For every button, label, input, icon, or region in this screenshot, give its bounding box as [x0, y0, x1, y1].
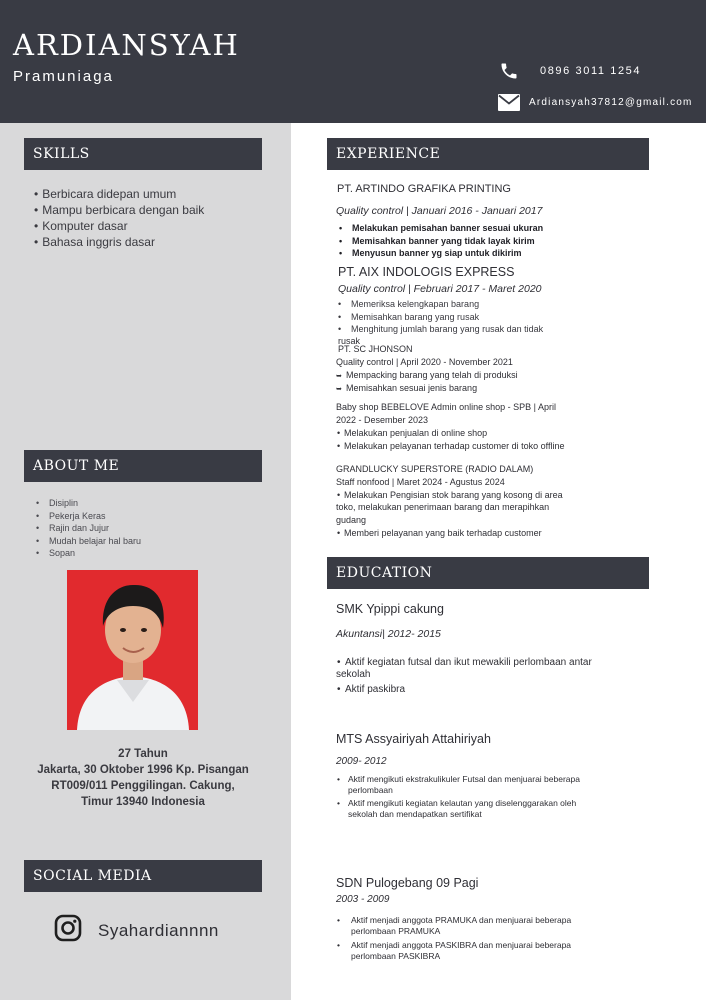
duty-continuation: toko, melakukan penerimaan barang dan merapihkan: [336, 502, 550, 512]
list-item: • Menyusun banner yg siap untuk dikirim: [338, 247, 543, 260]
list-item: • Aktif mengikuti ekstrakulikuler Futsal dan menjuarai beberapa: [336, 773, 580, 785]
list-item: • Bahasa inggris dasar: [34, 234, 204, 250]
list-item: • Memeriksa kelengkapan barang: [337, 298, 543, 311]
age: 27 Tahun: [118, 748, 168, 760]
company-name: PT. ARTINDO GRAFIKA PRINTING: [337, 183, 511, 195]
address-line: Timur 13940 Indonesia: [81, 796, 205, 808]
duty-list: [336, 489, 563, 502]
company-name-continued: 2022 - Desember 2023: [336, 415, 429, 425]
note-continuation: perlombaan PRAMUKA: [351, 926, 441, 936]
company-name: PT. AIX INDOLOGIS EXPRESS: [338, 265, 515, 279]
phone-number: 0896 3011 1254: [540, 65, 642, 77]
list-item: • Mampu berbicara dengan baik: [34, 202, 204, 218]
list-item: • Aktif paskibra: [336, 683, 405, 697]
phone-icon: [498, 61, 520, 81]
note-continuation: sekolah: [336, 669, 371, 680]
experience-heading: EXPERIENCE: [327, 138, 649, 170]
achievement-list: [336, 797, 576, 809]
list-item: • Komputer dasar: [34, 218, 204, 234]
school-name: SMK Ypippi cakung: [336, 602, 444, 616]
school-detail: Akuntansi| 2012- 2015: [336, 628, 441, 640]
achievement-list: [336, 914, 571, 926]
about-list: [36, 497, 141, 560]
job-role: Quality control | April 2020 - November 2021: [336, 357, 513, 367]
mail-icon: [498, 92, 520, 112]
note-continuation: perlombaan PASKIBRA: [351, 951, 441, 961]
school-detail: 2003 - 2009: [336, 894, 390, 905]
skills-heading: SKILLS: [24, 138, 262, 170]
list-item: • Menghitung jumlah barang yang rusak dan tidak: [337, 323, 543, 336]
list-item: • Melakukan pemisahan banner sesuai ukuran: [338, 222, 543, 235]
personal-info: [24, 746, 262, 810]
list-item: • Rajin dan Jujur: [36, 522, 141, 535]
company-name: GRANDLUCKY SUPERSTORE (RADIO DALAM): [336, 464, 534, 474]
list-item: • Sopan: [36, 547, 141, 560]
list-item: • Melakukan pelayanan terhadap customer di toko offline: [336, 440, 564, 453]
list-item: • Memisahkan banner yang tidak layak kirim: [338, 235, 543, 248]
company-name: Baby shop BEBELOVE Admin online shop - SPB | April: [336, 402, 556, 412]
note-continuation: sekolah dan mendapatkan sertifikat: [348, 809, 482, 819]
note-continuation: perlombaan: [348, 785, 393, 795]
list-item: ➥ Mempacking barang yang telah di produksi: [336, 369, 518, 382]
header-band: [0, 0, 706, 123]
skills-list: [34, 186, 204, 250]
list-item: • Memisahkan barang yang rusak: [337, 311, 543, 324]
list-item: • Mudah belajar hal baru: [36, 535, 141, 548]
duty-list: [337, 298, 543, 336]
school-name: MTS Assyairiyah Attahiriyah: [336, 732, 491, 746]
company-name: PT. SC JHONSON: [338, 344, 413, 354]
instagram-handle: Syahardiannnn: [98, 920, 219, 940]
duty-list: [336, 527, 542, 540]
duty-continuation: rusak: [338, 336, 361, 346]
school-detail: 2009- 2012: [336, 756, 387, 767]
job-title: Pramuniaga: [13, 68, 114, 85]
list-item: • Berbicara didepan umum: [34, 186, 204, 202]
duty-continuation: gudang: [336, 515, 367, 525]
phone-contact: [498, 61, 641, 81]
list-item: • Melakukan penjualan di online shop: [336, 427, 564, 440]
email-address: Ardiansyah37812@gmail.com: [529, 96, 693, 108]
duty-list: [338, 222, 543, 260]
achievement-list: [336, 683, 405, 697]
achievement-list: [336, 773, 580, 785]
address-line: RT009/011 Penggilingan. Cakung,: [51, 780, 235, 792]
candidate-name: ARDIANSYAH: [13, 28, 240, 62]
list-item: • Disiplin: [36, 497, 141, 510]
list-item: • Aktif menjadi anggota PRAMUKA dan menjuarai beberapa: [336, 914, 571, 926]
list-item: ➥ Memisahkan sesuai jenis barang: [336, 382, 518, 395]
list-item: • Pekerja Keras: [36, 510, 141, 523]
social-media-entry: [54, 914, 219, 947]
email-contact: [498, 92, 693, 112]
social-media-heading: SOCIAL MEDIA: [24, 860, 262, 892]
achievement-list: [336, 939, 571, 951]
profile-photo: [67, 570, 198, 730]
list-item: • Aktif menjadi anggota PASKIBRA dan menjuarai beberapa: [336, 939, 571, 951]
about-heading: ABOUT ME: [24, 450, 262, 482]
list-item: • Melakukan Pengisian stok barang yang kosong di area: [336, 489, 563, 502]
list-item: • Memberi pelayanan yang baik terhadap customer: [336, 527, 542, 540]
education-heading: EDUCATION: [327, 557, 649, 589]
duty-list: [336, 427, 564, 452]
job-role: Quality control | Februari 2017 - Maret 2020: [338, 283, 542, 295]
address-line: Jakarta, 30 Oktober 1996 Kp. Pisangan: [37, 764, 249, 776]
school-name: SDN Pulogebang 09 Pagi: [336, 876, 479, 890]
job-role: Quality control | Januari 2016 - Januari 2017: [336, 205, 543, 217]
job-role: Staff nonfood | Maret 2024 - Agustus 2024: [336, 477, 505, 487]
achievement-list: [336, 656, 592, 670]
instagram-icon: [54, 914, 82, 947]
duty-list: [336, 369, 518, 394]
list-item: • Aktif mengikuti kegiatan kelautan yang diselenggarakan oleh: [336, 797, 576, 809]
list-item: • Aktif kegiatan futsal dan ikut mewakili perlombaan antar: [336, 656, 592, 670]
